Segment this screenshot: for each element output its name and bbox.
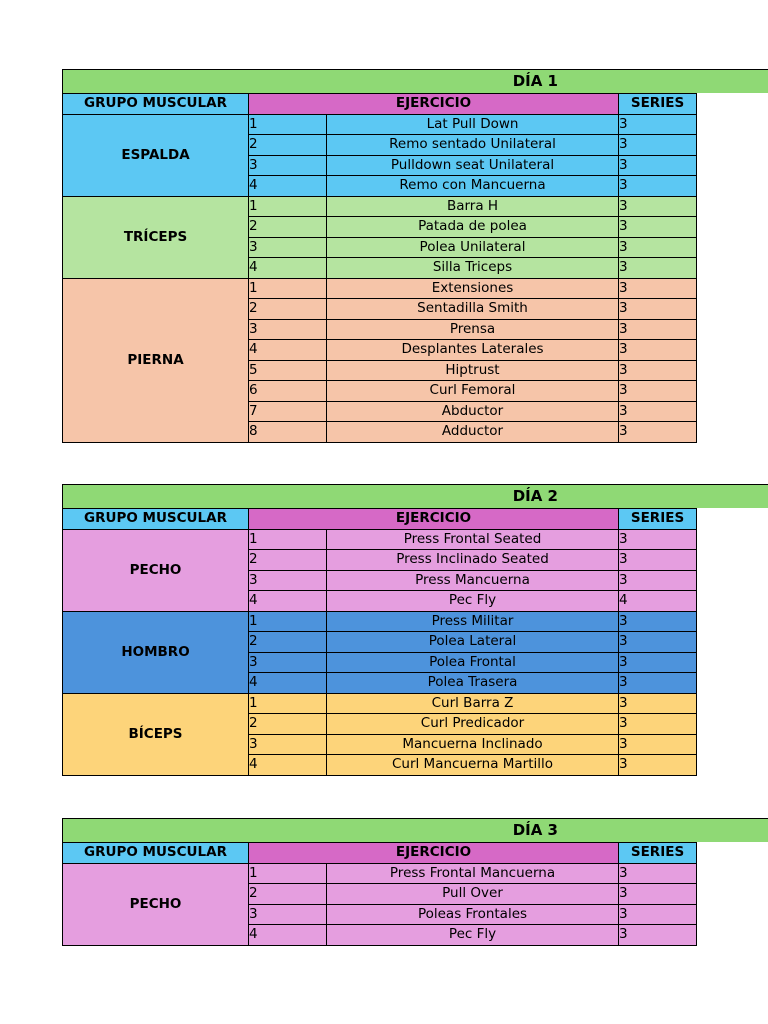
exercise-number: 3	[249, 570, 327, 591]
exercise-name: Pulldown seat Unilateral	[327, 155, 619, 176]
exercise-name: Press Militar	[327, 611, 619, 632]
header-series: SERIES	[619, 94, 697, 115]
exercise-number: 2	[249, 632, 327, 653]
exercise-name: Remo sentado Unilateral	[327, 135, 619, 156]
exercise-number: 1	[249, 693, 327, 714]
header-row	[63, 94, 697, 115]
series-count: 3	[619, 278, 697, 299]
muscle-group-cell: ESPALDA	[63, 114, 249, 196]
series-count: 3	[619, 258, 697, 279]
series-count: 3	[619, 863, 697, 884]
exercise-number: 7	[249, 401, 327, 422]
muscle-group-cell: HOMBRO	[63, 611, 249, 693]
exercise-name: Sentadilla Smith	[327, 299, 619, 320]
exercise-number: 3	[249, 155, 327, 176]
table-row	[63, 693, 697, 714]
day-title: DÍA 1	[512, 72, 558, 90]
exercise-number: 8	[249, 422, 327, 443]
series-count: 3	[619, 652, 697, 673]
exercise-name: Remo con Mancuerna	[327, 176, 619, 197]
exercise-number: 2	[249, 217, 327, 238]
exercise-number: 1	[249, 114, 327, 135]
exercise-number: 4	[249, 591, 327, 612]
series-count: 3	[619, 693, 697, 714]
exercise-name: Polea Frontal	[327, 652, 619, 673]
exercise-number: 2	[249, 714, 327, 735]
exercise-number: 4	[249, 258, 327, 279]
exercise-name: Adductor	[327, 422, 619, 443]
series-count: 3	[619, 196, 697, 217]
exercise-number: 6	[249, 381, 327, 402]
exercise-name: Press Inclinado Seated	[327, 550, 619, 571]
exercise-name: Mancuerna Inclinado	[327, 734, 619, 755]
header-ejercicio: EJERCICIO	[249, 509, 619, 530]
exercise-name: Lat Pull Down	[327, 114, 619, 135]
exercise-name: Extensiones	[327, 278, 619, 299]
header-ejercicio: EJERCICIO	[249, 94, 619, 115]
series-count: 3	[619, 155, 697, 176]
exercise-name: Patada de polea	[327, 217, 619, 238]
exercise-name: Pec Fly	[327, 925, 619, 946]
exercise-name: Hiptrust	[327, 360, 619, 381]
exercise-name: Pec Fly	[327, 591, 619, 612]
series-count: 3	[619, 734, 697, 755]
series-count: 3	[619, 884, 697, 905]
header-series: SERIES	[619, 843, 697, 864]
exercise-number: 1	[249, 611, 327, 632]
header-grupo: GRUPO MUSCULAR	[63, 843, 249, 864]
series-count: 3	[619, 135, 697, 156]
exercise-name: Prensa	[327, 319, 619, 340]
series-count: 3	[619, 570, 697, 591]
series-count: 3	[619, 299, 697, 320]
series-count: 3	[619, 925, 697, 946]
series-count: 3	[619, 755, 697, 776]
series-count: 3	[619, 340, 697, 361]
series-count: 3	[619, 237, 697, 258]
series-count: 3	[619, 114, 697, 135]
exercise-number: 4	[249, 176, 327, 197]
series-count: 3	[619, 673, 697, 694]
header-series: SERIES	[619, 509, 697, 530]
exercise-name: Polea Trasera	[327, 673, 619, 694]
series-count: 4	[619, 591, 697, 612]
exercise-number: 2	[249, 550, 327, 571]
series-count: 3	[619, 611, 697, 632]
exercise-number: 2	[249, 135, 327, 156]
table-row	[63, 611, 697, 632]
exercise-name: Press Mancuerna	[327, 570, 619, 591]
table-row	[63, 114, 697, 135]
exercise-name: Polea Lateral	[327, 632, 619, 653]
table-row	[63, 863, 697, 884]
exercise-name: Curl Predicador	[327, 714, 619, 735]
exercise-number: 4	[249, 340, 327, 361]
exercise-number: 4	[249, 673, 327, 694]
header-grupo: GRUPO MUSCULAR	[63, 509, 249, 530]
exercise-number: 1	[249, 196, 327, 217]
day-2-table	[62, 508, 697, 776]
header-row	[63, 843, 697, 864]
exercise-number: 5	[249, 360, 327, 381]
exercise-number: 1	[249, 863, 327, 884]
exercise-name: Poleas Frontales	[327, 904, 619, 925]
header-grupo: GRUPO MUSCULAR	[63, 94, 249, 115]
exercise-name: Curl Barra Z	[327, 693, 619, 714]
exercise-number: 2	[249, 884, 327, 905]
series-count: 3	[619, 401, 697, 422]
series-count: 3	[619, 319, 697, 340]
exercise-name: Polea Unilateral	[327, 237, 619, 258]
exercise-number: 1	[249, 278, 327, 299]
exercise-name: Silla Triceps	[327, 258, 619, 279]
series-count: 3	[619, 632, 697, 653]
exercise-name: Barra H	[327, 196, 619, 217]
exercise-number: 4	[249, 755, 327, 776]
exercise-number: 2	[249, 299, 327, 320]
exercise-name: Pull Over	[327, 884, 619, 905]
muscle-group-cell: PIERNA	[63, 278, 249, 442]
exercise-number: 3	[249, 237, 327, 258]
series-count: 3	[619, 176, 697, 197]
series-count: 3	[619, 714, 697, 735]
header-row	[63, 509, 697, 530]
table-row	[63, 529, 697, 550]
exercise-number: 4	[249, 925, 327, 946]
muscle-group-cell: BÍCEPS	[63, 693, 249, 775]
header-ejercicio: EJERCICIO	[249, 843, 619, 864]
series-count: 3	[619, 550, 697, 571]
exercise-name: Curl Mancuerna Martillo	[327, 755, 619, 776]
table-row	[63, 278, 697, 299]
series-count: 3	[619, 217, 697, 238]
day-3-table	[62, 842, 697, 946]
muscle-group-cell: PECHO	[63, 863, 249, 945]
exercise-number: 3	[249, 904, 327, 925]
exercise-name: Press Frontal Mancuerna	[327, 863, 619, 884]
exercise-number: 1	[249, 529, 327, 550]
exercise-name: Curl Femoral	[327, 381, 619, 402]
exercise-name: Abductor	[327, 401, 619, 422]
muscle-group-cell: TRÍCEPS	[63, 196, 249, 278]
exercise-name: Press Frontal Seated	[327, 529, 619, 550]
exercise-number: 3	[249, 652, 327, 673]
day-1-table	[62, 93, 697, 443]
exercise-number: 3	[249, 319, 327, 340]
series-count: 3	[619, 904, 697, 925]
series-count: 3	[619, 381, 697, 402]
muscle-group-cell: PECHO	[63, 529, 249, 611]
series-count: 3	[619, 360, 697, 381]
day-title: DÍA 3	[512, 821, 558, 839]
exercise-name: Desplantes Laterales	[327, 340, 619, 361]
day-title: DÍA 2	[512, 487, 558, 505]
exercise-number: 3	[249, 734, 327, 755]
series-count: 3	[619, 529, 697, 550]
series-count: 3	[619, 422, 697, 443]
table-row	[63, 196, 697, 217]
